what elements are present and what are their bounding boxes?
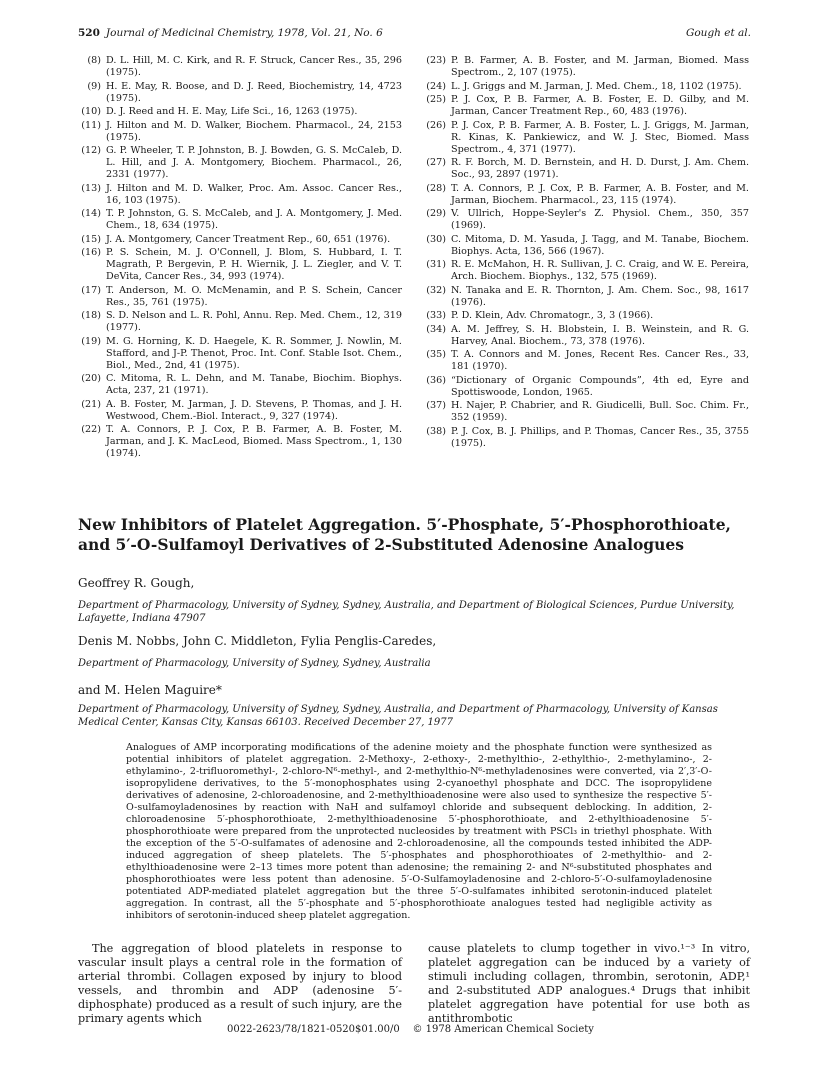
reference-number: (30) (426, 233, 446, 245)
reference-item (78, 208, 402, 232)
reference-item (423, 310, 749, 322)
reference-item (78, 399, 402, 423)
reference-text: T. A. Connors, P. J. Cox, P. B. Farmer, A. B. Foster, and M. Jarman, Biochem. Pharmacol., 23, 115 (1974). (451, 182, 749, 206)
reference-text: S. D. Nelson and L. R. Pohl, Annu. Rep. Med. Chem., 12, 319 (1977). (106, 310, 402, 333)
reference-number: (13) (81, 182, 101, 194)
reference-text: P. J. Cox, P. B. Farmer, A. B. Foster, E. D. Gilby, and M. Jarman, Cancer Treatment Rep., 60, 483 (1976). (451, 94, 749, 117)
reference-text: P. J. Cox, B. J. Phillips, and P. Thomas, Cancer Res., 35, 3755 (1975). (451, 425, 749, 449)
reference-item (423, 81, 749, 93)
reference-item (78, 55, 402, 79)
reference-text: N. Tanaka and E. R. Thornton, J. Am. Chem. Soc., 98, 1617 (1976). (451, 284, 749, 308)
reference-text: J. Hilton and M. D. Walker, Proc. Am. Assoc. Cancer Res., 16, 103 (1975). (106, 182, 402, 206)
references-left-column (78, 55, 402, 462)
reference-number: (19) (81, 335, 101, 347)
reference-number: (17) (81, 284, 101, 296)
page-footer (0, 1024, 821, 1035)
reference-number: (22) (81, 424, 101, 435)
reference-text: R. F. Borch, M. D. Bernstein, and H. D. Durst, J. Am. Chem. Soc., 93, 2897 (1971). (451, 157, 749, 180)
reference-number: (25) (426, 94, 446, 105)
reference-text: C. Mitoma, D. M. Yasuda, J. Tagg, and M. Tanabe, Biochem. Biophys. Acta, 136, 566 (1967). (451, 233, 749, 257)
reference-number: (24) (426, 80, 446, 92)
reference-text: M. G. Horning, K. D. Haegele, K. R. Sommer, J. Nowlin, M. Stafford, and J-P. Thenot, Proc. Int. Conf. Stable Isot. Chem., Biol., Med., 2nd, 41 (1975). (106, 335, 402, 371)
reference-text: T. A. Connors and M. Jones, Recent Res. Cancer Res., 33, 181 (1970). (451, 349, 749, 372)
reference-text: T. A. Connors, P. J. Cox, P. B. Farmer, A. B. Foster, M. Jarman, and J. K. MacLeod, Biomed. Mass Spectrom., 1, 130 (1974). (106, 424, 402, 459)
reference-number: (14) (81, 208, 101, 219)
article-title: New Inhibitors of Platelet Aggregation. 5′-Phosphate, 5′-Phosphorothioate, and 5′-O-Sulfamoyl Derivatives of 2-Substituted Adenosine Analogues (78, 515, 731, 554)
reference-text: P. S. Schein, M. J. O'Connell, J. Blom, S. Hubbard, I. T. Magrath, P. Bergevin, P. H. Wiernik, J. L. Ziegler, and V. T. DeVita, Cancer Res., 34, 993 (1974). (106, 247, 402, 282)
running-head-left (78, 27, 383, 43)
reference-item (78, 183, 402, 207)
reference-text: V. Ullrich, Hoppe-Seyler's Z. Physiol. Chem., 350, 357 (1969). (451, 208, 749, 231)
reference-number: (23) (426, 55, 446, 66)
reference-text: J. A. Montgomery, Cancer Treatment Rep., 60, 651 (1976). (106, 233, 391, 245)
reference-item (423, 375, 749, 399)
reference-text: D. L. Hill, M. C. Kirk, and R. F. Struck, Cancer Res., 35, 296 (1975). (106, 55, 402, 78)
reference-text: L. J. Griggs and M. Jarman, J. Med. Chem., 18, 1102 (1975). (451, 80, 742, 92)
reference-text: J. Hilton and M. D. Walker, Biochem. Pharmacol., 24, 2153 (1975). (106, 119, 402, 143)
reference-text: “Dictionary of Organic Compounds”, 4th ed, Eyre and Spottiswoode, London, 1965. (451, 374, 749, 398)
reference-item (78, 81, 402, 105)
copyright-notice: © 1978 American Chemical Society (412, 1024, 594, 1035)
reference-item (78, 145, 402, 181)
reference-number: (15) (81, 233, 101, 245)
reference-item (78, 336, 402, 372)
reference-item (423, 285, 749, 309)
reference-item (423, 157, 749, 181)
reference-item (423, 55, 749, 79)
reference-item (423, 120, 749, 156)
running-head-authors: Gough et al. (685, 27, 751, 39)
reference-number: (31) (426, 259, 446, 270)
reference-number: (12) (81, 145, 101, 156)
reference-number: (32) (426, 284, 446, 296)
reference-number: (29) (426, 208, 446, 219)
references-right-column (423, 55, 749, 451)
reference-text: A. B. Foster, M. Jarman, J. D. Stevens, P. Thomas, and J. H. Westwood, Chem.-Biol. Interact., 9, 327 (1974). (106, 398, 402, 422)
author-affiliation: Department of Pharmacology, University of Sydney, Sydney, Australia (78, 658, 431, 669)
reference-item (423, 349, 749, 373)
body-text-left: The aggregation of blood platelets in response to vascular insult plays a central role in the formation of arterial thrombi. Collagen exposed by injury to blood vessels, and thrombin and ADP (adenosine 5′-diphosphate) produced as a result of such injury, are the primary agents which (78, 942, 402, 1025)
reference-item (423, 234, 749, 258)
reference-text: D. J. Reed and H. E. May, Life Sci., 16, 1263 (1975). (106, 106, 358, 117)
journal-citation: Journal of Medicinal Chemistry, 1978, Vol. 21, No. 6 (105, 27, 383, 39)
author-line: and M. Helen Maguire* (78, 683, 222, 697)
reference-item (423, 183, 749, 207)
reference-item (78, 285, 402, 309)
reference-number: (28) (426, 182, 446, 194)
reference-text: T. P. Johnston, G. S. McCaleb, and J. A. Montgomery, J. Med. Chem., 18, 634 (1975). (106, 208, 402, 231)
reference-text: H. E. May, R. Boose, and D. J. Reed, Biochemistry, 14, 4723 (1975). (106, 80, 402, 104)
reference-number: (8) (87, 55, 101, 66)
reference-item (78, 247, 402, 283)
reference-item (78, 424, 402, 460)
reference-number: (38) (426, 425, 446, 437)
reference-number: (33) (426, 310, 446, 321)
author-line: Geoffrey R. Gough, (78, 576, 195, 590)
reference-item (78, 310, 402, 334)
reference-text: R. E. McMahon, H. R. Sullivan, J. C. Craig, and W. E. Pereira, Arch. Biochem. Biophys., 132, 575 (1969). (451, 259, 749, 282)
reference-item (78, 120, 402, 144)
page-number: 520 (78, 27, 100, 39)
reference-text: H. Najer, P. Chabrier, and R. Giudicelli, Bull. Soc. Chim. Fr., 352 (1959). (451, 400, 749, 423)
reference-item (78, 373, 402, 397)
reference-text: T. Anderson, M. O. McMenamin, and P. S. Schein, Cancer Res., 35, 761 (1975). (106, 284, 402, 308)
reference-number: (36) (426, 374, 446, 386)
reference-item (423, 208, 749, 232)
reference-item (423, 426, 749, 450)
author-affiliation: Department of Pharmacology, University of Sydney, Sydney, Australia, and Department of Pharmacology, University of Kansas Medical Center, Kansas City, Kansas 66103. Received December 27, 1977 (78, 704, 718, 728)
reference-number: (37) (426, 400, 446, 411)
reference-item (423, 259, 749, 283)
reference-text: G. P. Wheeler, T. P. Johnston, B. J. Bowden, G. S. McCaleb, D. L. Hill, and J. A. Montgomery, Biochem. Pharmacol., 26, 2331 (1977). (106, 145, 402, 180)
reference-text: P. B. Farmer, A. B. Foster, and M. Jarman, Biomed. Mass Spectrom., 2, 107 (1975). (451, 55, 749, 78)
article-code: 0022-2623/78/1821-0520$01.00/0 (227, 1024, 400, 1035)
author-line: Denis M. Nobbs, John C. Middleton, Fylia Penglis-Caredes, (78, 634, 437, 648)
reference-item (423, 400, 749, 424)
reference-number: (27) (426, 157, 446, 168)
reference-text: C. Mitoma, R. L. Dehn, and M. Tanabe, Biochim. Biophys. Acta, 237, 21 (1971). (106, 373, 402, 396)
reference-number: (20) (81, 373, 101, 384)
reference-text: A. M. Jeffrey, S. H. Blobstein, I. B. Weinstein, and R. G. Harvey, Anal. Biochem., 73, 378 (1976). (451, 323, 749, 347)
reference-number: (34) (426, 323, 446, 335)
reference-item (423, 324, 749, 348)
running-head (78, 27, 751, 43)
reference-text: P. D. Klein, Adv. Chromatogr., 3, 3 (1966). (451, 310, 654, 321)
reference-text: P. J. Cox, P. B. Farmer, A. B. Foster, L. J. Griggs, M. Jarman, R. Kinas, K. Pankiewicz, and W. J. Stec, Biomed. Mass Spectrom., 4, 371 (1977). (451, 119, 749, 155)
abstract: Analogues of AMP incorporating modifications of the adenine moiety and the phosphate function were synthesized as potential inhibitors of platelet aggregation. 2-Methoxy-, 2-ethoxy-, 2-methylthio-, 2-ethylthio-, 2-methylamino-, 2-ethylamino-, 2-trifluoromethyl-, 2-chloro-N⁶-methyl-, and 2-methylthio-N⁶-methyladenosines were converted, via 2′,3′-O-isopropylidene derivatives, to the 5′-monophosphates using 2-cyanoethyl phosphate and DCC. The isopropylidene derivatives of adenosine, 2-chloroadenosine, and 2-methylthioadenosine were also used to synthesize the respective 5′-O-sulfamoyladenosines by reaction with NaH and sulfamoyl chloride and subsequent deblocking. In addition, 2-chloroadenosine 5′-phosphorothioate, 2-methylthioadenosine 5′-phosphorothioate, and 2-ethylthioadenosine 5′-phosphorothioate were prepared from the unprotected nucleosides by treatment with PSCl₃ in triethyl phosphate. With the exception of the 5′-O-sulfamates of adenosine and 2-chloroadenosine, all the compounds tested inhibited the ADP-induced aggregation of sheep platelets. The 5′-phosphates and phosphorothioates of 2-methylthio- and 2-ethylthioadenosine were 2–13 times more potent than adenosine; the remaining 2- and N⁶-substituted phosphates and phosphorothioates were less potent than adenosine. 5′-O-Sulfamoyladenosine and 2-chloro-5′-O-sulfamoyladenosine potentiated ADP-mediated platelet aggregation but the three 5′-O-sulfamates inhibited serotonin-induced platelet aggregation. In contrast, all the 5′-phosphate and 5′-phosphorothioate analogues tested had negligible activity as inhibitors of serotonin-induced sheep platelet aggregation. (126, 742, 712, 921)
reference-number: (11) (81, 119, 101, 131)
reference-number: (26) (426, 119, 446, 131)
author-affiliation: Department of Pharmacology, University of Sydney, Sydney, Australia, and Department of Biological Sciences, Purdue University, Lafayette, Indiana 47907 (78, 600, 735, 624)
reference-item (78, 106, 402, 118)
reference-number: (16) (81, 247, 101, 258)
reference-number: (35) (426, 349, 446, 360)
reference-item (423, 94, 749, 118)
body-text-right: cause platelets to clump together in vivo.¹⁻³ In vitro, platelet aggregation can be induced by a variety of stimuli including collagen, thrombin, serotonin, ADP,¹ and 2-substituted ADP analogues.⁴ Drugs that inhibit platelet aggregation have potential for use both as antithrombotic (428, 942, 750, 1025)
reference-item (78, 234, 402, 246)
reference-number: (18) (81, 310, 101, 321)
reference-number: (10) (81, 106, 101, 117)
reference-number: (9) (87, 80, 101, 92)
reference-number: (21) (81, 398, 101, 410)
